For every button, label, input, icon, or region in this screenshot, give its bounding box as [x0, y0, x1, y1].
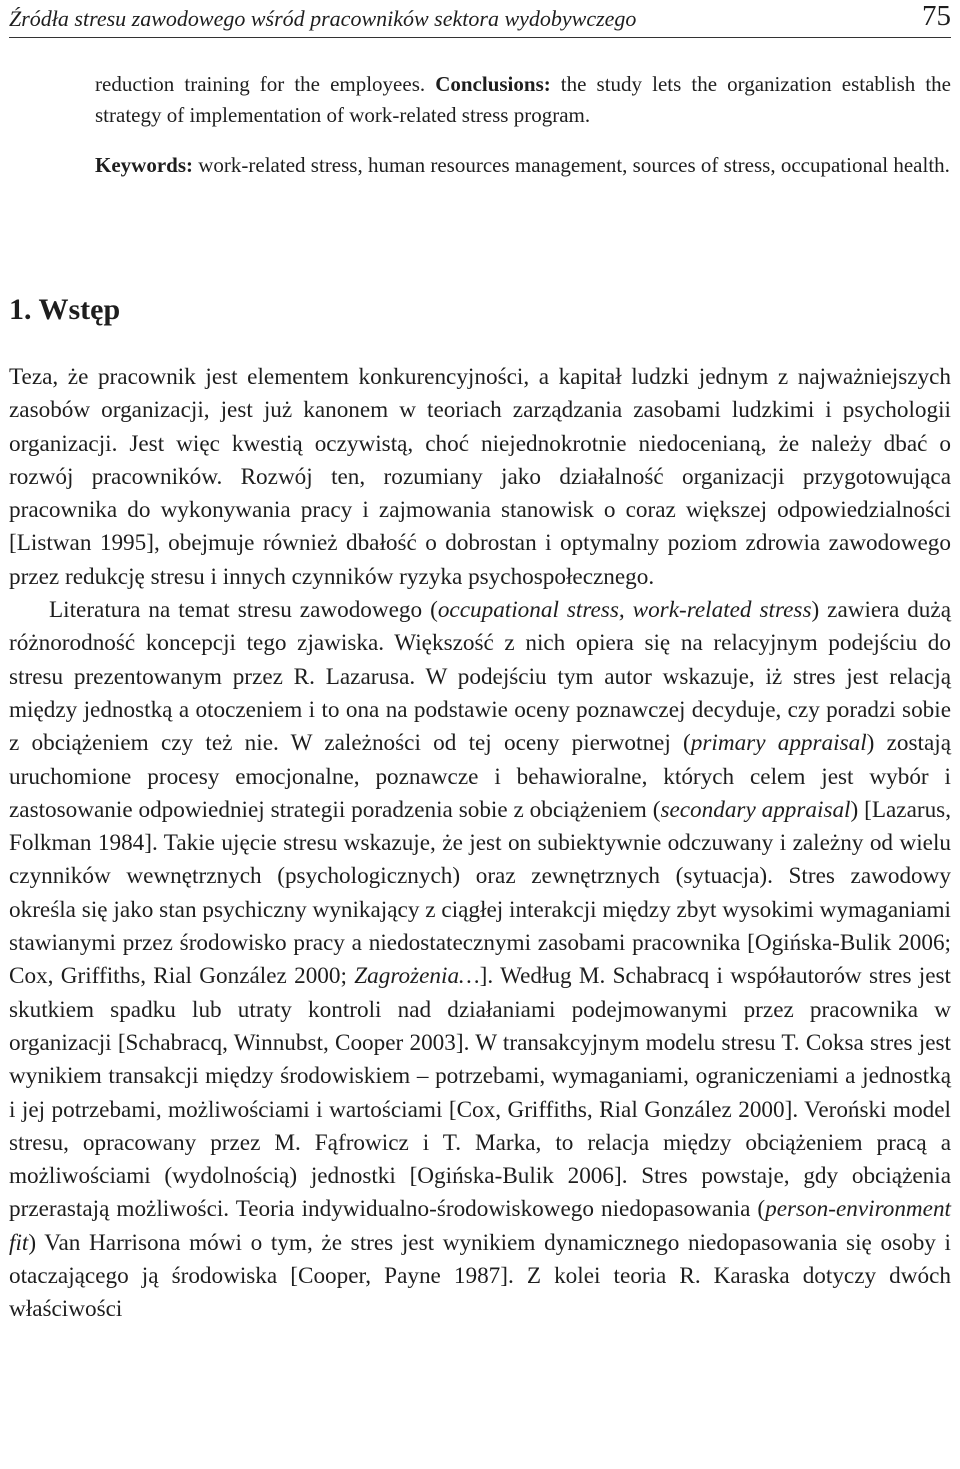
keywords-paragraph [95, 150, 951, 181]
p2-italic-term-3: secondary appraisal [660, 796, 851, 823]
keywords-text: work-related stress, human resources management, sources of stress, occupational health. [193, 153, 950, 177]
p2-text-f: ) Van Harrisona mówi o tym, że stres jest wynikiem dynamicznego niedopasowania się osoby i otaczającego ją środowiska [Cooper, Payne 1987]. Z kolei teoria R. Karaska dotyczy dwóch właściwości [9, 1229, 951, 1323]
body-paragraph-2 [9, 594, 951, 1327]
running-header [9, 0, 951, 38]
p2-text-e: ]. Według M. Schabracq i współautorów stres jest skutkiem spadku lub utraty kontroli nad działaniami podejmowanymi przez pracownika w organizacji [Schabracq, Winnubst, Cooper 2003]. W transakcyjnym modelu stresu T. Coksa stres jest wynikiem transakcji między środowiskiem – potrzebami, wymaganiami, ograniczeniami a jednostką i jej potrzebami, możliwościami i wartościami [Cox, Griffiths, Rial González 2000]. Veroński model stresu, opracowany przez M. Fąfrowicz i T. Marka, to relacja między obciążeniem pracą a możliwościami (wydolnością) jednostki [Ogińska-Bulik 2006]. Stres powstaje, gdy obciążenia przerastają możliwości. Teoria indywidualno-środowiskowego niedopasowania ( [9, 963, 951, 1223]
p2-text-d: ) [Lazarus, Folkman 1984]. Takie ujęcie stresu wskazuje, że jest on subiektywnie odczuwany i zależny od wielu czynników wewnętrznych (psychologicznych) oraz zewnętrznych (sytuacja). Stres zawodowy określa się jako stan psychiczny wynikający z ciągłej interakcji między zbyt wysokimi wymaganiami stawianymi przez środowisko pracy a niedostatecznymi zasobami pracownika [Ogińska-Bulik 2006; Cox, Griffiths, Rial González 2000; [9, 796, 952, 990]
p2-italic-term-2: primary appraisal [690, 730, 867, 757]
abstract-cont-text: reduction training for the employees. [95, 72, 436, 96]
section-heading: 1. Wstęp [9, 293, 121, 326]
p2-italic-term-5: person-environment fit [9, 1196, 951, 1256]
p2-italic-term-1: occupational stress, work-related stress [437, 597, 812, 624]
conclusions-text: the study lets the organization establish the strategy of implementation of work-related stress program. [95, 72, 951, 127]
running-title: Źródła stresu zawodowego wśród pracowników sektora wydobywczego [9, 6, 637, 31]
body-text [9, 361, 951, 1327]
body-paragraph-1: Teza, że pracownik jest elementem konkurencyjności, a kapitał ludzki jednym z najważniejszych zasobów organizacji, jest już kanonem w teoriach zarządzania zasobami ludzkimi i psychologii organizacji. Jest więc kwestią oczywistą, choć niejednokrotnie niedocenianą, że należy dbać o rozwój pracowników. Rozwój ten, rozumiany jako działalność organizacji przygotowująca pracownika do wykonywania pracy i zajmowania stanowisk o coraz większej odpowiedzialności [Listwan 1995], obejmuje również dbałość o dobrostan i optymalny poziom zdrowia zawodowego przez redukcję stresu i innych czynników ryzyka psychospołecznego. [9, 364, 951, 590]
page-number: 75 [922, 0, 951, 32]
abstract-continuation [95, 69, 951, 181]
p2-text-a: Literatura na temat stresu zawodowego ( [49, 597, 438, 624]
keywords-label: Keywords: [95, 153, 193, 177]
p2-italic-term-4: Zagrożenia… [354, 963, 480, 990]
p2-text-c: ) zostają uruchomione procesy emocjonalne, poznawcze i behawioralne, których celem jest wybór i zastosowanie odpowiedniej strategii poradzenia sobie z obciążeniem ( [9, 730, 951, 823]
conclusions-paragraph [95, 69, 951, 131]
p2-text-b: ) zawiera dużą różnorodność koncepcji tego zjawiska. Większość z nich opiera się na relacyjnym podejściu do stresu prezentowanym przez R. Lazarusa. W podejściu tym autor wskazuje, iż stres jest relacją między jednostką a otoczeniem i to ona na podstawie oceny poznawczej decyduje, czy poradzi sobie z obciążeniem czy też nie. W zależności od tej oceny pierwotnej ( [9, 597, 951, 757]
conclusions-label: Conclusions: [435, 72, 551, 96]
